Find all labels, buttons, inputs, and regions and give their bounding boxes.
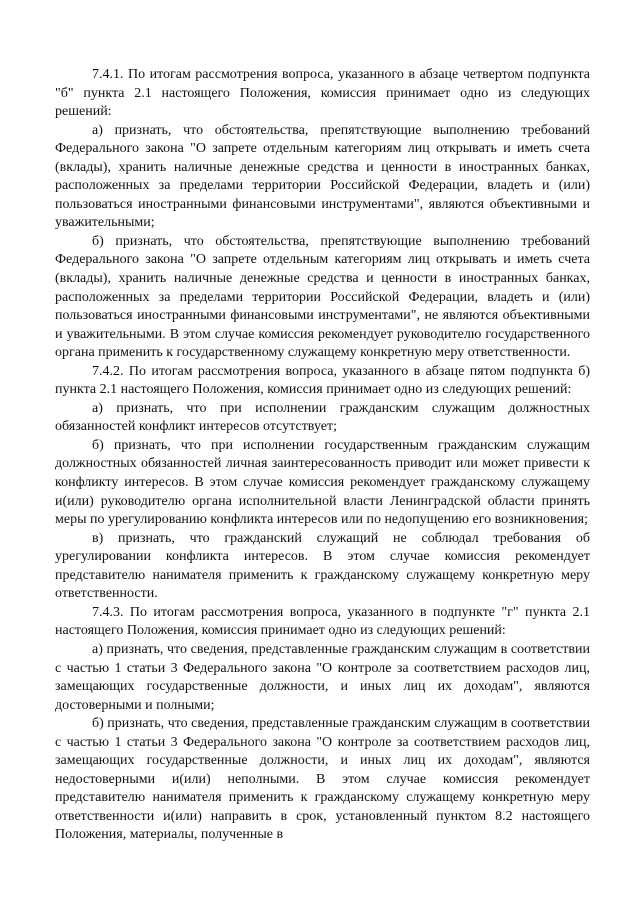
paragraph-7-4-2-v: в) признать, что гражданский служащий не соблюдал требования об урегулировании конфликта интересов. В этом случае комиссия рекомендует представителю нанимателя применить к гражданскому служащему конкретную меру ответственности. xyxy=(55,530,590,602)
paragraph-7-4-2-b: б) признать, что при исполнении государственным гражданским служащим должностных обязанностей личная заинтересованность приводит или может привести к конфликту интересов. В этом случае комиссия рекомендует гражданскому служащему и(или) руководителю органа исполнительной власти Ленинградской области принять меры по урегулированию конфликта интересов или по недопущению его возникновения; xyxy=(55,437,590,528)
paragraph-7-4-3: 7.4.3. По итогам рассмотрения вопроса, указанного в подпункте "г" пункта 2.1 настоящего Положения, комиссия принимает одно из следующих решений: xyxy=(55,604,590,639)
document-page xyxy=(55,66,590,845)
paragraph-7-4-1: 7.4.1. По итогам рассмотрения вопроса, указанного в абзаце четвертом подпункта "б" пункта 2.1 настоящего Положения, комиссия принимает одно из следующих решений: xyxy=(55,67,590,120)
paragraph-7-4-1-b: б) признать, что обстоятельства, препятствующие выполнению требований Федерального закона "О запрете отдельным категориям лиц открывать и иметь счета (вклады), хранить наличные денежные средства и ценности в иностранных банках, расположенных за пределами территории Российской Федерации, владеть и (или) пользоваться иностранными финансовыми инструментами", не являются объективными и уважительными. В этом случае комиссия рекомендует руководителю государственного органа применить к государственному служащему конкретную меру ответственности. xyxy=(55,233,590,361)
paragraph-7-4-3-a: а) признать, что сведения, представленные гражданским служащим в соответствии с частью 1 статьи 3 Федерального закона "О контроле за соответствием расходов лиц, замещающих государственные должности, и иных лиц их доходам", являются достоверными и полными; xyxy=(55,641,590,713)
paragraph-7-4-1-a: а) признать, что обстоятельства, препятствующие выполнению требований Федерального закона "О запрете отдельным категориям лиц открывать и иметь счета (вклады), хранить наличные денежные средства и ценности в иностранных банках, расположенных за пределами территории Российской Федерации, владеть и (или) пользоваться иностранными финансовыми инструментами", являются объективными и уважительными; xyxy=(55,122,590,231)
paragraph-7-4-2-a: а) признать, что при исполнении гражданским служащим должностных обязанностей конфликт интересов отсутствует; xyxy=(55,400,590,435)
paragraph-7-4-2: 7.4.2. По итогам рассмотрения вопроса, указанного в абзаце пятом подпункта б) пункта 2.1 настоящего Положения, комиссия принимает одно из следующих решений: xyxy=(55,363,590,398)
paragraph-7-4-3-b: б) признать, что сведения, представленные гражданским служащим в соответствии с частью 1 статьи 3 Федерального закона "О контроле за соответствием расходов лиц, замещающих государственные должности, и иных лиц их доходам", являются недостоверными и(или) неполными. В этом случае комиссия рекомендует представителю нанимателя применить к гражданскому служащему конкретную меру ответственности и(или) направить в срок, установленный пунктом 8.2 настоящего Положения, материалы, полученные в xyxy=(55,716,590,843)
